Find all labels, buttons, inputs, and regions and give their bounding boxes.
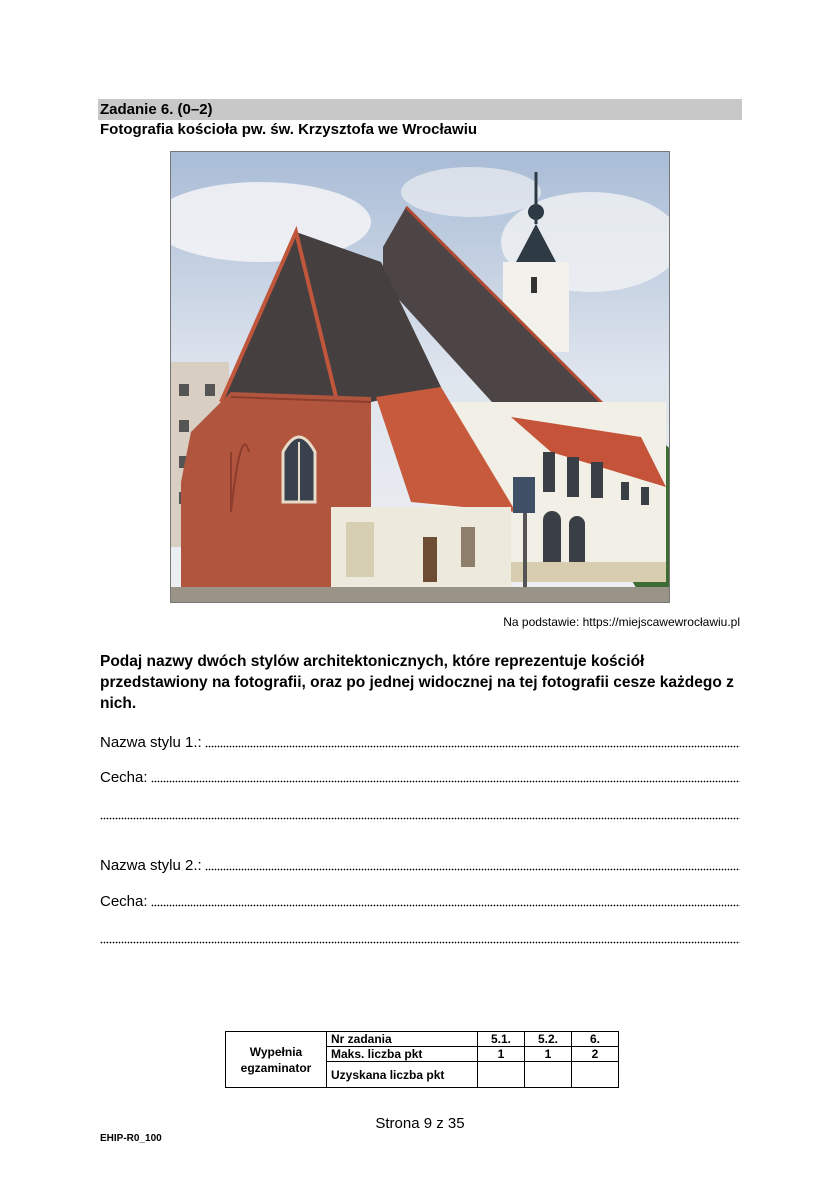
max-points: 1 [478,1047,525,1062]
style2-dotted-line[interactable] [205,867,740,871]
question-text: Podaj nazwy dwóch stylów architektonicznych, które reprezentuje kościół przedstawiony na fotografii, oraz po jednej widocznej na tej fotografii cesze każdego z nich. [100,653,734,712]
style1-label: Nazwa stylu 1.: [100,734,202,751]
max-points: 1 [525,1047,572,1062]
style1-answer-line[interactable] [100,731,740,751]
obtained-points-cell[interactable] [572,1062,619,1088]
filler-label: Wypełnia egzaminator [226,1032,327,1088]
obtained-points-label: Uzyskana liczba pkt [327,1062,478,1088]
max-points: 2 [572,1047,619,1062]
style1-dotted-line[interactable] [205,744,740,748]
obtained-points-cell[interactable] [478,1062,525,1088]
church-photo [170,151,670,603]
max-points-label: Maks. liczba pkt [327,1047,478,1062]
feature2-continuation-line[interactable] [100,927,740,947]
obtained-points-cell[interactable] [525,1062,572,1088]
task-number: 6. [572,1032,619,1047]
feature1-answer-line[interactable] [100,766,740,786]
feature1-continuation-dots[interactable] [100,816,740,820]
task-header: Zadanie 6. (0–2) [98,99,742,120]
style2-label: Nazwa stylu 2.: [100,857,202,874]
task-number-label: Nr zadania [327,1032,478,1047]
feature2-answer-line[interactable] [100,890,740,910]
score-table [225,1031,619,1088]
photo-source: Na podstawie: https://miejscawewrocławiu.pl [503,615,740,629]
feature1-dotted-line[interactable] [151,779,740,783]
style2-answer-line[interactable] [100,854,740,874]
page-number: Strona 9 z 35 [375,1115,465,1132]
feature1-label: Cecha: [100,769,148,786]
document-code: EHIP-R0_100 [100,1133,162,1144]
feature2-label: Cecha: [100,893,148,910]
feature1-continuation-line[interactable] [100,803,740,823]
feature2-continuation-dots[interactable] [100,940,740,944]
task-number: 5.1. [478,1032,525,1047]
task-number: 5.2. [525,1032,572,1047]
feature2-dotted-line[interactable] [151,903,740,907]
photo-title: Fotografia kościoła pw. św. Krzysztofa we Wrocławiu [100,121,478,138]
